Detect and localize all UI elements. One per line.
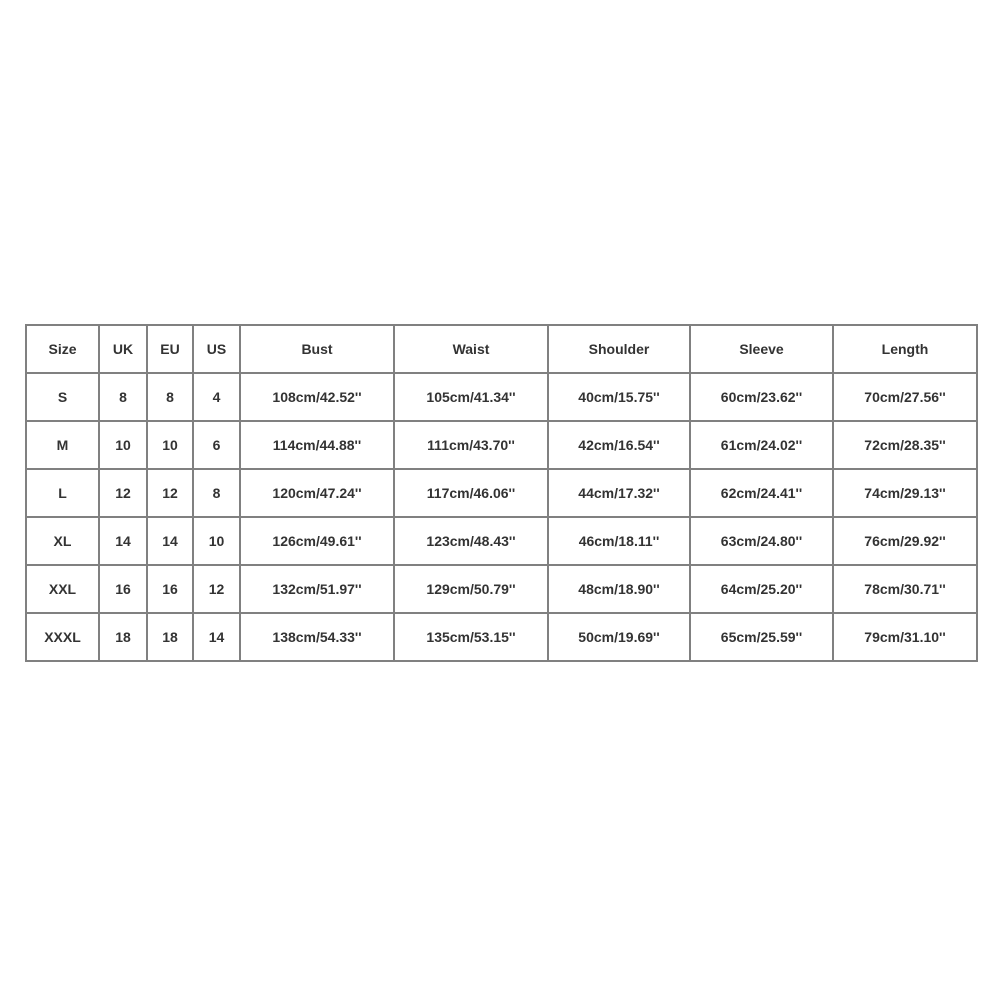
cell-bust: 132cm/51.97''	[240, 565, 394, 613]
header-shoulder: Shoulder	[548, 325, 690, 373]
cell-uk: 12	[99, 469, 147, 517]
header-waist: Waist	[394, 325, 548, 373]
table-row	[26, 469, 977, 517]
cell-uk: 8	[99, 373, 147, 421]
cell-eu: 12	[147, 469, 193, 517]
header-uk: UK	[99, 325, 147, 373]
table-row	[26, 613, 977, 661]
cell-eu: 16	[147, 565, 193, 613]
header-length: Length	[833, 325, 977, 373]
cell-sleeve: 60cm/23.62''	[690, 373, 833, 421]
cell-sleeve: 61cm/24.02''	[690, 421, 833, 469]
header-row	[26, 325, 977, 373]
cell-length: 70cm/27.56''	[833, 373, 977, 421]
cell-waist: 105cm/41.34''	[394, 373, 548, 421]
size-chart-header	[26, 325, 977, 373]
cell-length: 74cm/29.13''	[833, 469, 977, 517]
cell-eu: 10	[147, 421, 193, 469]
cell-length: 76cm/29.92''	[833, 517, 977, 565]
cell-sleeve: 65cm/25.59''	[690, 613, 833, 661]
cell-sleeve: 62cm/24.41''	[690, 469, 833, 517]
cell-size: XXL	[26, 565, 99, 613]
cell-sleeve: 64cm/25.20''	[690, 565, 833, 613]
cell-waist: 123cm/48.43''	[394, 517, 548, 565]
cell-eu: 14	[147, 517, 193, 565]
cell-sleeve: 63cm/24.80''	[690, 517, 833, 565]
cell-us: 14	[193, 613, 240, 661]
table-row	[26, 565, 977, 613]
cell-us: 4	[193, 373, 240, 421]
cell-shoulder: 50cm/19.69''	[548, 613, 690, 661]
cell-size: M	[26, 421, 99, 469]
cell-shoulder: 46cm/18.11''	[548, 517, 690, 565]
cell-size: XXXL	[26, 613, 99, 661]
cell-size: XL	[26, 517, 99, 565]
cell-bust: 138cm/54.33''	[240, 613, 394, 661]
cell-us: 6	[193, 421, 240, 469]
cell-us: 10	[193, 517, 240, 565]
table-row	[26, 517, 977, 565]
cell-us: 8	[193, 469, 240, 517]
cell-uk: 18	[99, 613, 147, 661]
cell-waist: 117cm/46.06''	[394, 469, 548, 517]
cell-bust: 120cm/47.24''	[240, 469, 394, 517]
cell-eu: 8	[147, 373, 193, 421]
header-bust: Bust	[240, 325, 394, 373]
cell-length: 78cm/30.71''	[833, 565, 977, 613]
cell-length: 72cm/28.35''	[833, 421, 977, 469]
cell-uk: 14	[99, 517, 147, 565]
table-row	[26, 373, 977, 421]
size-chart-body	[26, 373, 977, 661]
cell-uk: 16	[99, 565, 147, 613]
header-sleeve: Sleeve	[690, 325, 833, 373]
cell-waist: 135cm/53.15''	[394, 613, 548, 661]
cell-length: 79cm/31.10''	[833, 613, 977, 661]
cell-uk: 10	[99, 421, 147, 469]
table-row	[26, 421, 977, 469]
cell-shoulder: 42cm/16.54''	[548, 421, 690, 469]
cell-bust: 114cm/44.88''	[240, 421, 394, 469]
header-size: Size	[26, 325, 99, 373]
size-chart-table	[25, 324, 978, 662]
cell-waist: 129cm/50.79''	[394, 565, 548, 613]
cell-waist: 111cm/43.70''	[394, 421, 548, 469]
header-us: US	[193, 325, 240, 373]
header-eu: EU	[147, 325, 193, 373]
cell-bust: 126cm/49.61''	[240, 517, 394, 565]
cell-bust: 108cm/42.52''	[240, 373, 394, 421]
cell-shoulder: 44cm/17.32''	[548, 469, 690, 517]
cell-shoulder: 40cm/15.75''	[548, 373, 690, 421]
cell-us: 12	[193, 565, 240, 613]
cell-size: S	[26, 373, 99, 421]
cell-shoulder: 48cm/18.90''	[548, 565, 690, 613]
cell-eu: 18	[147, 613, 193, 661]
cell-size: L	[26, 469, 99, 517]
